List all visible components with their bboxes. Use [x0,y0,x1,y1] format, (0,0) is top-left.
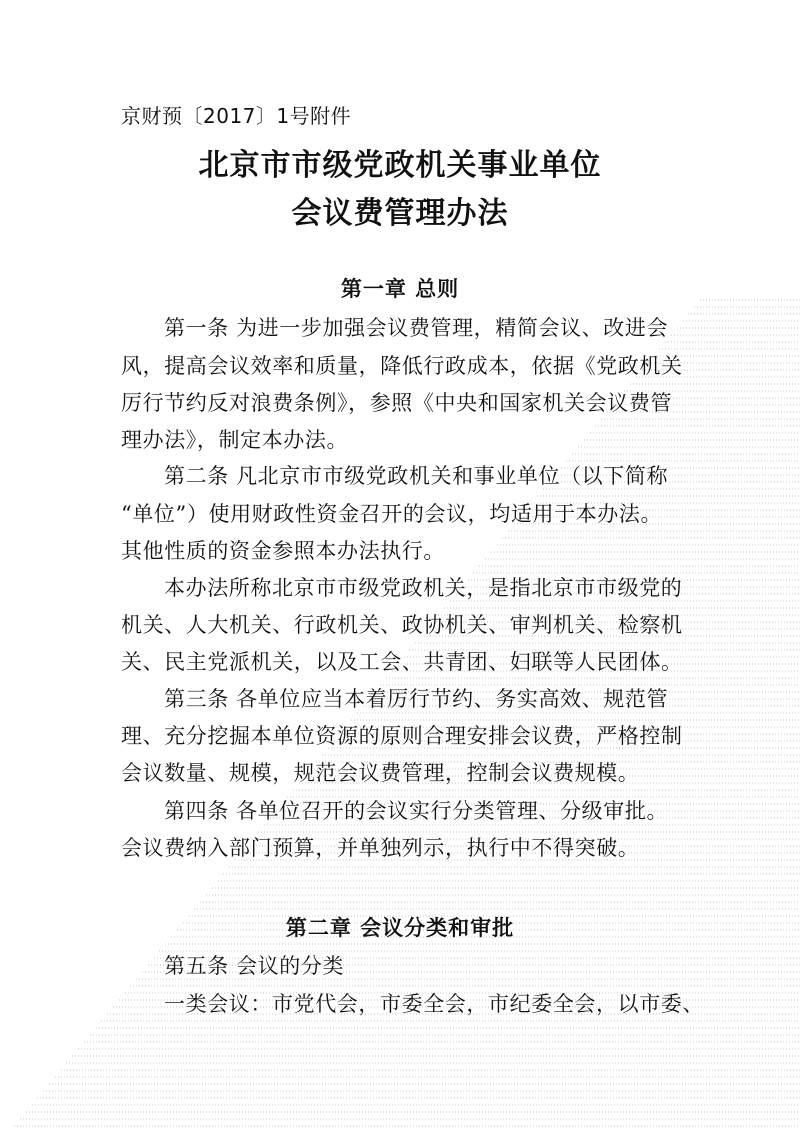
paragraph-line: 理、充分挖掘本单位资源的原则合理安排会议费，严格控制 [121,724,683,748]
paragraph-line: 关、民主党派机关，以及工会、共青团、妇联等人民团体。 [121,650,683,674]
paragraph-line: 第一条 为进一步加强会议费管理，精简会议、改进会 [164,316,669,340]
document-title-line-1: 北京市市级党政机关事业单位 [198,148,602,183]
paragraph-line: 机关、人大机关、行政机关、政协机关、审判机关、检察机 [121,613,683,637]
attachment-label: 京财预〔2017〕1号附件 [121,104,352,128]
paragraph-line: 第四条 各单位召开的会议实行分类管理、分级审批。 [164,799,669,823]
paragraph-line: 第五条 会议的分类 [164,954,345,978]
paragraph-line: “单位”）使用财政性资金召开的会议，均适用于本办法。 [121,502,663,526]
chapter-1-heading: 第一章 总则 [340,277,460,301]
paragraph-line: 风，提高会议效率和质量，降低行政成本，依据《党政机关 [121,354,683,378]
paragraph-line: 会议数量、规模，规范会议费管理，控制会议费规模。 [121,761,640,785]
paragraph-line: 厉行节约反对浪费条例》，参照《中央和国家机关会议费管 [121,391,673,415]
document-title-line-2: 会议费管理办法 [291,196,509,231]
paragraph-line: 本办法所称北京市市级党政机关，是指北京市市级党的 [164,576,683,600]
paragraph-line: 一类会议：市党代会，市委全会，市纪委全会，以市委、 [164,992,704,1016]
paragraph-line: 第三条 各单位应当本着厉行节约、务实高效、规范管 [164,687,669,711]
paragraph-line: 第二条 凡北京市市级党政机关和事业单位（以下简称 [164,464,669,488]
chapter-2-heading: 第二章 会议分类和审批 [285,916,515,940]
paragraph-line: 其他性质的资金参照本办法执行。 [121,539,445,563]
paragraph-line: 会议费纳入部门预算，并单独列示，执行中不得突破。 [121,836,640,860]
paragraph-line: 理办法》，制定本办法。 [121,428,349,452]
